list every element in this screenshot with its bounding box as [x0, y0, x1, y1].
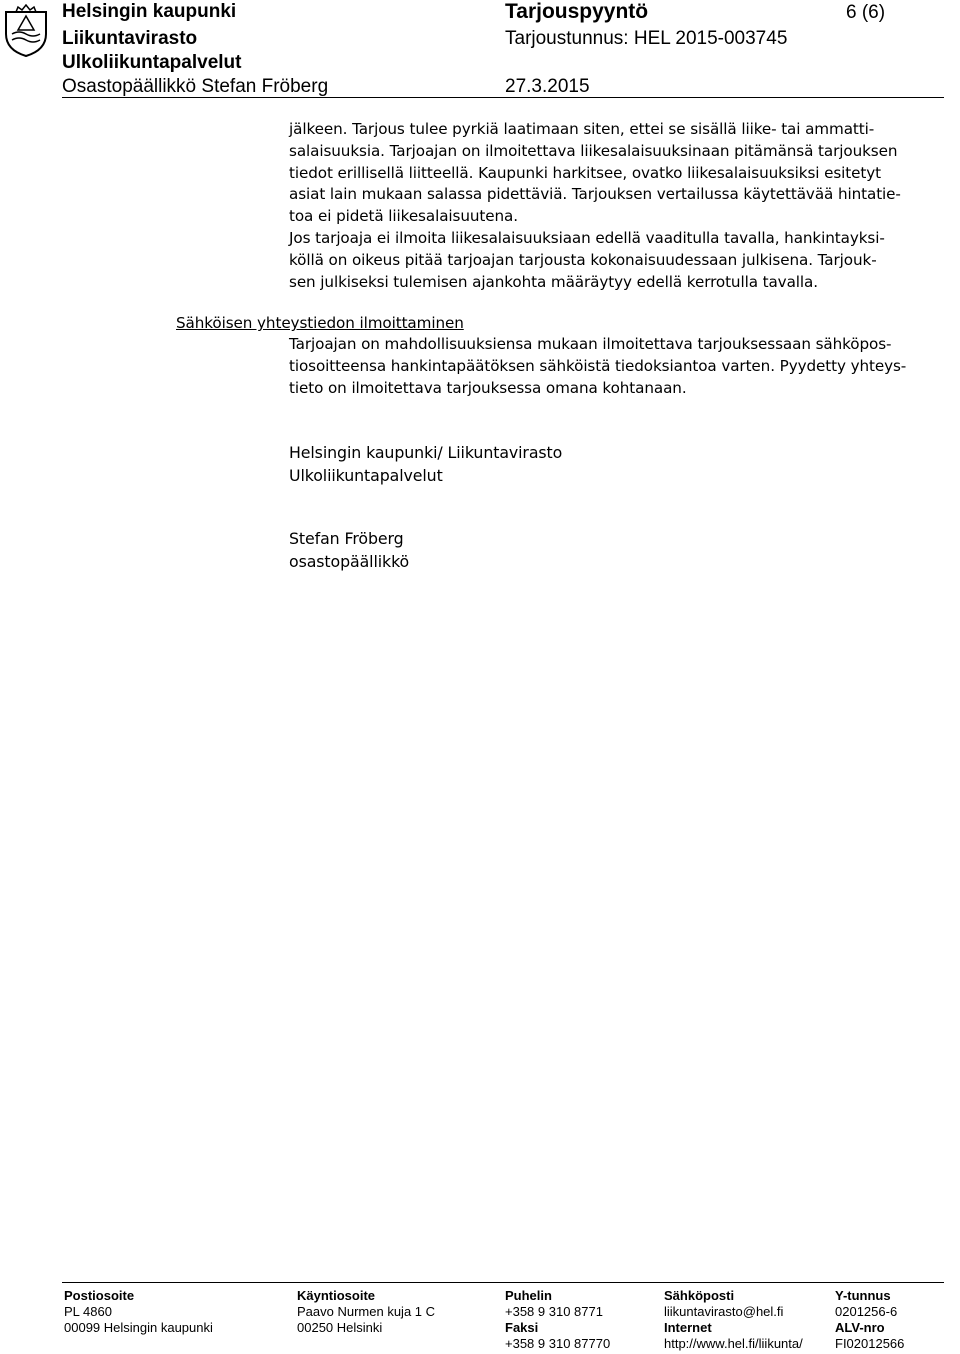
page-number: 6 (6) — [846, 2, 886, 23]
footer-heading: Postiosoite — [64, 1288, 135, 1303]
body-paragraph-1 — [289, 119, 901, 293]
section-heading: Sähköisen yhteystiedon ilmoittaminen — [176, 314, 464, 332]
signer — [289, 527, 409, 573]
text-line: jälkeen. Tarjous tulee pyrkiä laatimaan siten, ettei se sisällä liike- tai ammatti- — [289, 120, 875, 138]
header-unit: Ulkoliikuntapalvelut — [62, 52, 242, 73]
footer-website-link[interactable]: http://www.hel.fi/liikunta/ — [664, 1336, 803, 1351]
doc-title: Tarjouspyyntö — [505, 0, 649, 23]
doc-date: 27.3.2015 — [505, 76, 590, 97]
doc-id: Tarjoustunnus: HEL 2015-003745 — [505, 28, 788, 49]
footer-heading: Sähköposti — [664, 1288, 735, 1303]
text-line: toa ei pidetä liikesalaisuutena. — [289, 207, 518, 226]
footer-rule — [62, 1282, 944, 1283]
header-person: Osastopäällikkö Stefan Fröberg — [62, 76, 329, 97]
header-city: Helsingin kaupunki — [62, 1, 237, 22]
text-line: köllä on oikeus pitää tarjoajan tarjousta kokonaisuudessaan julkisena. Tarjouk- — [289, 250, 877, 269]
footer-col-business-id — [835, 1288, 904, 1352]
signature-organization — [289, 441, 562, 487]
footer-email-link[interactable]: liikuntavirasto@hel.fi — [664, 1304, 784, 1319]
footer-col-email — [664, 1288, 803, 1352]
footer-col-postal — [64, 1288, 213, 1336]
body-paragraph-2 — [289, 334, 906, 399]
footer-value: +358 9 310 8771 — [505, 1304, 603, 1319]
header-rule — [62, 97, 944, 98]
footer-heading: Y-tunnus — [835, 1288, 891, 1303]
footer-value: 0201256-6 — [835, 1304, 898, 1319]
footer-value: +358 9 310 87770 — [505, 1336, 611, 1351]
footer-col-visiting — [297, 1288, 435, 1336]
header-department: Liikuntavirasto — [62, 28, 198, 49]
footer-value: 00099 Helsingin kaupunki — [64, 1320, 213, 1335]
text-line: tiedot erillisellä liitteellä. Kaupunki harkitsee, ovatko liikesalaisuuksiksi esitetyt — [289, 163, 882, 182]
footer-value: PL 4860 — [64, 1304, 112, 1319]
footer-value: 00250 Helsinki — [297, 1320, 383, 1335]
signer-title: osastopäällikkö — [289, 552, 410, 571]
text-line: asiat lain mukaan salassa pidettäviä. Tarjouksen vertailussa käytettävää hintatie- — [289, 185, 901, 204]
text-line: salaisuuksia. Tarjoajan on ilmoitettava liikesalaisuuksinaan pitämänsä tarjouksen — [289, 141, 898, 160]
helsinki-coat-of-arms-icon — [4, 4, 48, 58]
footer-heading: Käyntiosoite — [297, 1288, 376, 1303]
footer-heading: Faksi — [505, 1320, 539, 1335]
signature-org-line: Helsingin kaupunki/ Liikuntavirasto — [289, 443, 563, 462]
signature-org-line: Ulkoliikuntapalvelut — [289, 466, 443, 485]
text-line: Jos tarjoaja ei ilmoita liikesalaisuuksiaan edellä vaaditulla tavalla, hankintayksi- — [289, 228, 885, 247]
footer-col-phone — [505, 1288, 610, 1352]
signer-name: Stefan Fröberg — [289, 529, 404, 548]
text-line: Tarjoajan on mahdollisuuksiensa mukaan ilmoitettava tarjouksessaan sähköpos- — [289, 335, 892, 353]
footer-value: Paavo Nurmen kuja 1 C — [297, 1304, 436, 1319]
text-line: sen julkiseksi tulemisen ajankohta määräytyy edellä kerrotulla tavalla. — [289, 272, 818, 291]
footer-heading: Puhelin — [505, 1288, 552, 1303]
footer-value: FI02012566 — [835, 1336, 905, 1351]
text-line: tiosoitteensa hankintapäätöksen sähköistä tiedoksiantoa varten. Pyydetty yhteys- — [289, 356, 907, 375]
footer-heading: Internet — [664, 1320, 712, 1335]
footer-heading: ALV-nro — [835, 1320, 885, 1335]
text-line: tieto on ilmoitettava tarjouksessa omana kohtanaan. — [289, 378, 687, 397]
